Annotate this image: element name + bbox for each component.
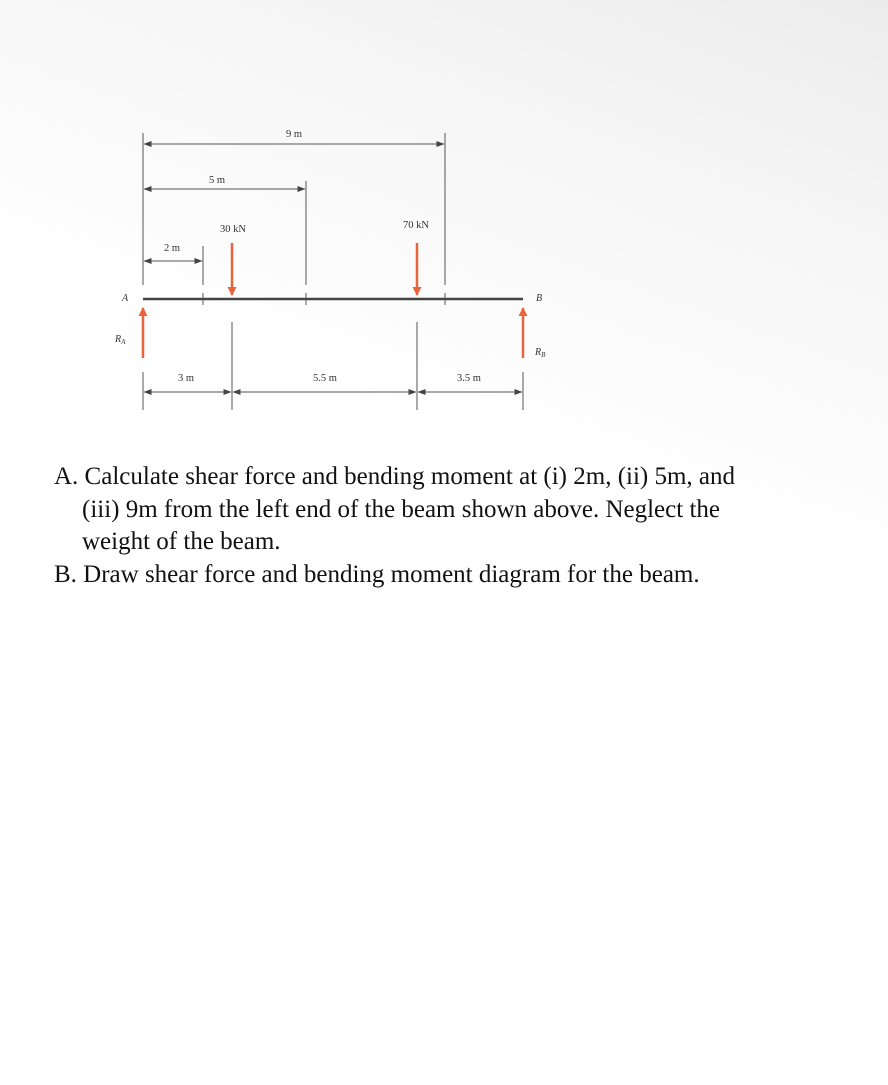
point-label-a: A xyxy=(121,293,129,304)
dimension-label-5m: 5 m xyxy=(208,175,226,186)
dimension-label-2m: 2 m xyxy=(163,243,181,254)
reaction-label-rb: $R_B$ xyxy=(535,347,546,359)
load-label-70kn: 70 kN xyxy=(403,220,429,231)
dimension-2m xyxy=(144,243,203,285)
bottom-dimensions xyxy=(143,322,523,410)
dimension-label-3m: 3 m xyxy=(177,373,195,384)
beam-diagram xyxy=(0,0,888,440)
support-b xyxy=(523,293,546,359)
problem-statement xyxy=(54,461,754,591)
question-part-b: B. Draw shear force and bending moment diagram for the beam. xyxy=(54,560,700,588)
load-30kn xyxy=(220,224,246,295)
support-a xyxy=(114,293,143,358)
load-70kn xyxy=(403,220,429,295)
dimension-9m xyxy=(143,129,445,285)
dimension-label-9m: 9 m xyxy=(285,129,303,140)
load-label-30kn: 30 kN xyxy=(220,224,246,235)
reaction-label-ra: $R_A$ xyxy=(115,334,126,346)
point-label-b: B xyxy=(535,293,543,304)
question-part-a: A. Calculate shear force and bending moment at (i) 2m, (ii) 5m, and (iii) 9m from the left end of the beam shown above. Neglect the weight of the beam. xyxy=(54,463,736,555)
dimension-label-3-5m: 3.5 m xyxy=(457,373,481,384)
dimension-label-5-5m: 5.5 m xyxy=(313,373,337,384)
